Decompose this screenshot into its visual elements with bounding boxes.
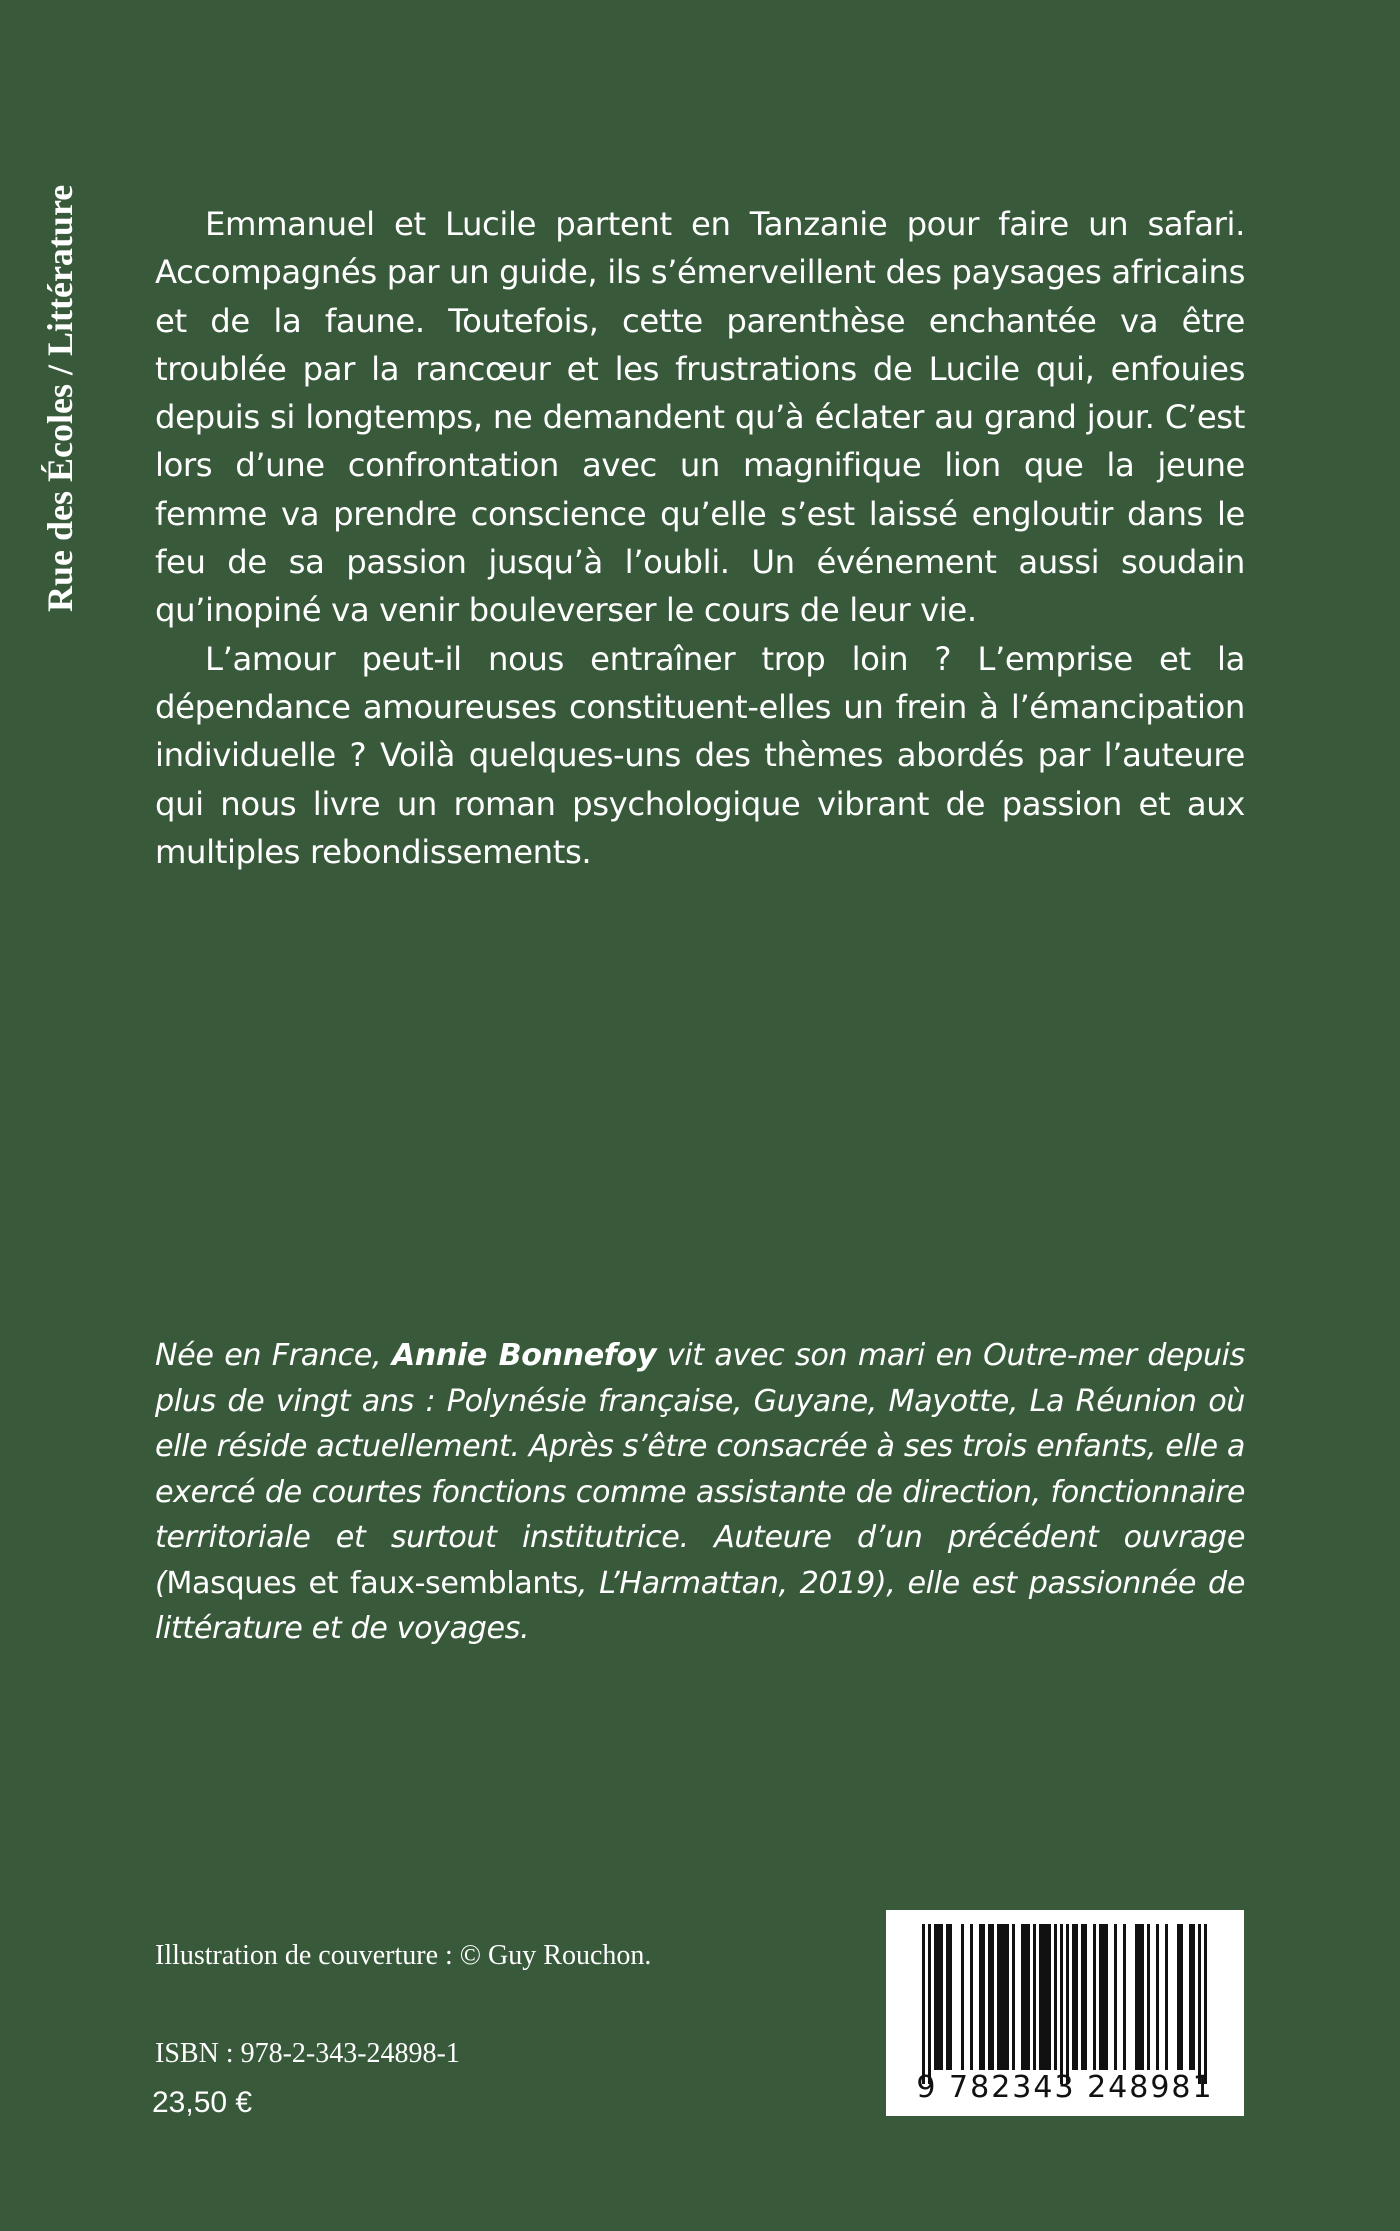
barcode-bar [1189, 1924, 1192, 2070]
barcode-bar [937, 1924, 940, 2070]
barcode-bar [1102, 1924, 1105, 2070]
author-name: Annie Bonnefoy [391, 1338, 657, 1373]
barcode-box [886, 1910, 1244, 2116]
barcode-bar [991, 1924, 994, 2070]
barcode-bar [988, 1924, 991, 2070]
barcode-bar [1006, 1924, 1009, 2070]
barcode-bar [940, 1924, 943, 2070]
barcode-bar [1033, 1924, 1036, 2070]
barcode-bar [1048, 1924, 1051, 2070]
barcode-bar [1060, 1924, 1063, 2084]
barcode-bar [934, 1924, 937, 2070]
barcode-bar [1105, 1924, 1108, 2070]
barcode-bar [922, 1924, 925, 2084]
barcode-bar [1165, 1924, 1168, 2070]
barcode-bar [1135, 1924, 1138, 2070]
barcode-bar [1021, 1924, 1024, 2070]
barcode-bar [1003, 1924, 1006, 2070]
barcode-bar [1204, 1924, 1207, 2084]
barcode-bar [979, 1924, 982, 2070]
cover-illustration-credit: Illustration de couverture : © Guy Rouchon. [155, 1940, 652, 1971]
barcode-bar [1141, 1924, 1144, 2070]
barcode-bar [1039, 1924, 1042, 2070]
bio-lead: Née en France, [155, 1338, 392, 1373]
barcode-bar [1066, 1924, 1069, 2084]
previous-book-title: Masques et faux-semblants [166, 1565, 578, 1601]
barcode-bar [1027, 1924, 1030, 2070]
back-cover-blurb [155, 200, 1245, 876]
barcode-bar [1045, 1924, 1048, 2070]
barcode-bar [961, 1924, 964, 2070]
barcode-bar [1072, 1924, 1075, 2070]
barcode-bar [1081, 1924, 1084, 2070]
barcode-bar [1156, 1924, 1159, 2070]
barcode-bar [982, 1924, 985, 2070]
barcode-bar [997, 1924, 1000, 2070]
barcode-bar [1180, 1924, 1183, 2070]
barcode-bar [1024, 1924, 1027, 2070]
bio-text: , L’Harmattan, 2019), elle est passionnée de littérature et de voyages. [155, 1565, 1245, 1646]
barcode-digits: 9 782343 248981 [916, 2070, 1214, 2105]
barcode-bar [1099, 1924, 1102, 2070]
barcode-bar [1177, 1924, 1180, 2070]
barcode-bar [1084, 1924, 1087, 2070]
barcode-bar [1093, 1924, 1096, 2070]
barcode-bar [1147, 1924, 1150, 2070]
blurb-paragraph: L’amour peut-il nous entraîner trop loin ? L’emprise et la dépendance amoureuses constituent-elles un frein à l’émancipation individuelle ? Voilà quelques-uns des thèmes abordés par l’auteure qui nous livre un roman psychologique vibrant de passion et aux multiples rebondissements. [155, 639, 1245, 871]
barcode-bar [1198, 1924, 1201, 2084]
barcode-bar [1123, 1924, 1126, 2070]
price: 23,50 € [152, 2086, 253, 2119]
barcode-bar [949, 1924, 952, 2070]
barcode-bar [1054, 1924, 1057, 2070]
barcode-bar [1114, 1924, 1117, 2070]
barcode-bar [1075, 1924, 1078, 2070]
barcode-bar [970, 1924, 973, 2070]
isbn: ISBN : 978-2-343-24898-1 [155, 2038, 460, 2069]
barcode-bar [1012, 1924, 1015, 2070]
spine-collection-label: Rue des Écoles / Littérature [40, 184, 80, 612]
barcode-bar [1042, 1924, 1045, 2070]
barcode-bar [946, 1924, 949, 2070]
blurb-paragraph: Emmanuel et Lucile partent en Tanzanie pour faire un safari. Accompagnés par un guide, ils s’émerveillent des paysages africains et de la faune. Toutefois, cette parenthèse enchantée va être troublée par la rancœur et les frustrations de Lucile qui, enfouies depuis si longtemps, ne demandent qu’à éclater au grand jour. C’est lors d’une confrontation avec un magnifique lion que la jeune femme va prendre conscience qu’elle s’est laissé engloutir dans le feu de sa passion jusqu’à l’oubli. Un événement aussi soudain qu’inopiné va venir bouleverser le cours de leur vie. [155, 205, 1245, 630]
author-bio [155, 1333, 1245, 1652]
barcode-bar [1000, 1924, 1003, 2070]
barcode-bar [1192, 1924, 1195, 2070]
barcode-bar [1138, 1924, 1141, 2070]
barcode-bar [928, 1924, 931, 2084]
bio-text: vit avec son mari en Outre-mer depuis plus de vingt ans : Polynésie française, Guyane, Mayotte, La Réunion où elle réside actuellement. Après s’être consacrée à ses trois enfants, elle a exercé de courtes fonctions comme assistante de direction, fonctionnaire territoriale et surtout institutrice. Auteure d’un précédent ouvrage ( [155, 1338, 1245, 1601]
